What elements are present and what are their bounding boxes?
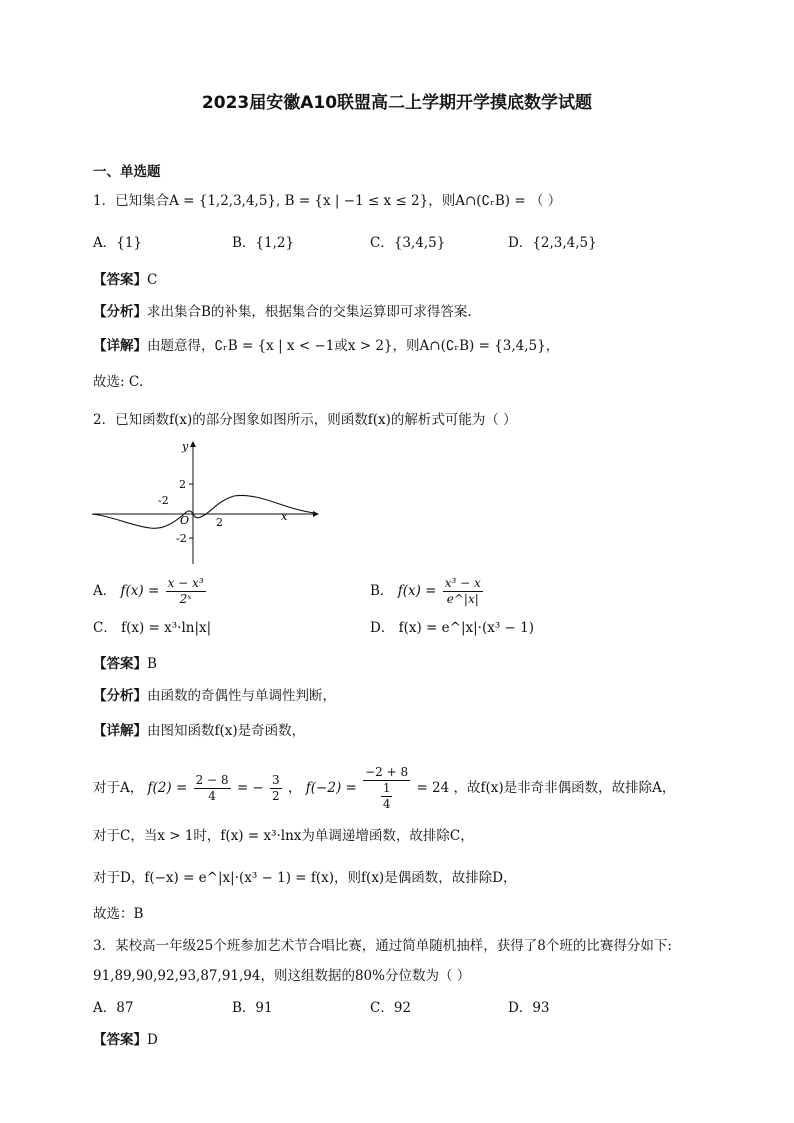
origin-label: O	[180, 514, 190, 527]
q3-option-a: A．87	[93, 1000, 134, 1016]
q3-answer: D	[147, 1032, 158, 1048]
q3-option-d: D．93	[508, 1000, 550, 1016]
fraction-denominator: 4	[382, 797, 391, 811]
math-expr: = 24	[416, 780, 450, 796]
fraction-denominator: e^|x|	[446, 592, 479, 606]
fraction-numerator: x³ − x	[444, 576, 481, 590]
function-graph	[92, 438, 324, 566]
x-tick-label-pos: 2	[216, 516, 223, 529]
q2-detail: 由图知函数f(x)是奇函数，	[147, 723, 306, 739]
q1-option-a: A．{1}	[93, 235, 143, 251]
text-segment: ，	[287, 780, 302, 796]
option-label: A．	[93, 583, 117, 599]
q3-option-c: C．92	[370, 1000, 412, 1016]
q2-option-a-analysis	[93, 765, 675, 812]
q1-stem: 1．已知集合A = {1,2,3,4,5}, B = {x | −1 ≤ x ≤ 2}，则A∩(∁ᵣB) = （ ）	[93, 193, 562, 209]
x-tick-label-neg: -2	[158, 494, 169, 507]
x-axis-label: x	[281, 510, 288, 523]
q3-stem-line-2: 91,89,90,92,93,87,91,94，则这组数据的80%分位数为（ ）	[93, 968, 471, 984]
q3-answer-line	[93, 1031, 158, 1049]
q3-stem-line-1: 3．某校高一年级25个班参加艺术节合唱比赛，通过简单随机抽样，获得了8个班的比赛得分如下:	[93, 938, 672, 954]
option-lhs: f(x) =	[397, 583, 437, 599]
page-title: 2023届安徽A10联盟高二上学期开学摸底数学试题	[201, 93, 593, 113]
q2-analysis: 由函数的奇偶性与单调性判断，	[147, 688, 336, 704]
detail-tag: 【详解】	[93, 338, 147, 354]
analysis-tag: 【分析】	[93, 688, 147, 704]
option-label: B．	[370, 583, 394, 599]
fraction-denominator	[363, 781, 410, 812]
answer-tag: 【答案】	[93, 1032, 147, 1048]
q2-option-b	[370, 576, 485, 607]
fraction	[270, 773, 282, 804]
answer-tag: 【答案】	[93, 272, 147, 288]
y-tick-label-pos: 2	[179, 478, 186, 491]
q2-analysis-line	[93, 687, 336, 705]
fraction	[194, 773, 231, 804]
q1-option-d: D．{2,3,4,5}	[508, 235, 597, 251]
answer-tag: 【答案】	[93, 656, 147, 672]
section-heading: 一、单选题	[93, 164, 161, 180]
option-fraction	[166, 576, 206, 607]
q1-option-c: C．{3,4,5}	[370, 235, 446, 251]
q2-option-c-analysis: 对于C，当x > 1时，f(x) = x³·lnx为单调递增函数，故排除C，	[93, 828, 474, 844]
q1-answer: C	[147, 272, 158, 288]
q1-answer-line	[93, 271, 157, 289]
option-lhs: f(x) =	[120, 583, 160, 599]
text-segment: 对于A，	[93, 780, 144, 796]
q1-detail-line	[93, 337, 559, 355]
fraction-numerator: x − x³	[167, 576, 204, 590]
fraction-denominator: 4	[208, 789, 216, 803]
fraction-numerator: 1	[382, 781, 391, 795]
fraction-denominator: 2ˣ	[179, 592, 192, 606]
detail-tag: 【详解】	[93, 723, 147, 739]
q1-analysis: 求出集合B的补集，根据集合的交集运算即可求得答案.	[147, 304, 472, 320]
q1-analysis-line	[93, 303, 472, 321]
option-fraction	[443, 576, 483, 607]
fraction	[363, 765, 410, 812]
q1-option-b: B．{1,2}	[232, 235, 295, 251]
nested-fraction	[381, 781, 393, 812]
math-expr: f(2) =	[147, 780, 188, 796]
q2-conclusion: 故选：B	[93, 906, 144, 922]
y-tick-label-neg: -2	[176, 532, 187, 545]
math-expr: f(−2) =	[305, 780, 357, 796]
math-expr: = −	[236, 780, 264, 796]
q2-answer-line	[93, 655, 157, 673]
q3-option-b: B．91	[232, 1000, 273, 1016]
y-axis-label: y	[182, 440, 189, 453]
fraction-numerator: 3	[272, 773, 280, 787]
q2-option-d: D． f(x) = e^|x|·(x³ − 1)	[370, 620, 534, 636]
q2-option-c: C． f(x) = x³·ln|x|	[93, 620, 212, 636]
q2-option-d-analysis: 对于D，f(−x) = e^|x|·(x³ − 1) = f(x)，则f(x)是偶函数，故排除D，	[93, 870, 517, 886]
q1-detail: 由题意得，∁ᵣB = {x | x < −1或x > 2}，则A∩(∁ᵣB) = {3,4,5}，	[147, 338, 560, 354]
fraction-denominator: 2	[272, 789, 280, 803]
fraction-numerator: −2 + 8	[365, 765, 409, 779]
fraction-numerator: 2 − 8	[195, 773, 229, 787]
q2-option-a	[93, 576, 208, 607]
analysis-tag: 【分析】	[93, 304, 147, 320]
q1-conclusion: 故选: C．	[93, 374, 153, 390]
q2-stem: 2．已知函数f(x)的部分图象如图所示，则函数f(x)的解析式可能为（ ）	[93, 412, 517, 428]
text-segment: ，故f(x)是非奇非偶函数，故排除A，	[453, 780, 676, 796]
q2-detail-line	[93, 722, 305, 740]
q2-answer: B	[147, 656, 157, 672]
